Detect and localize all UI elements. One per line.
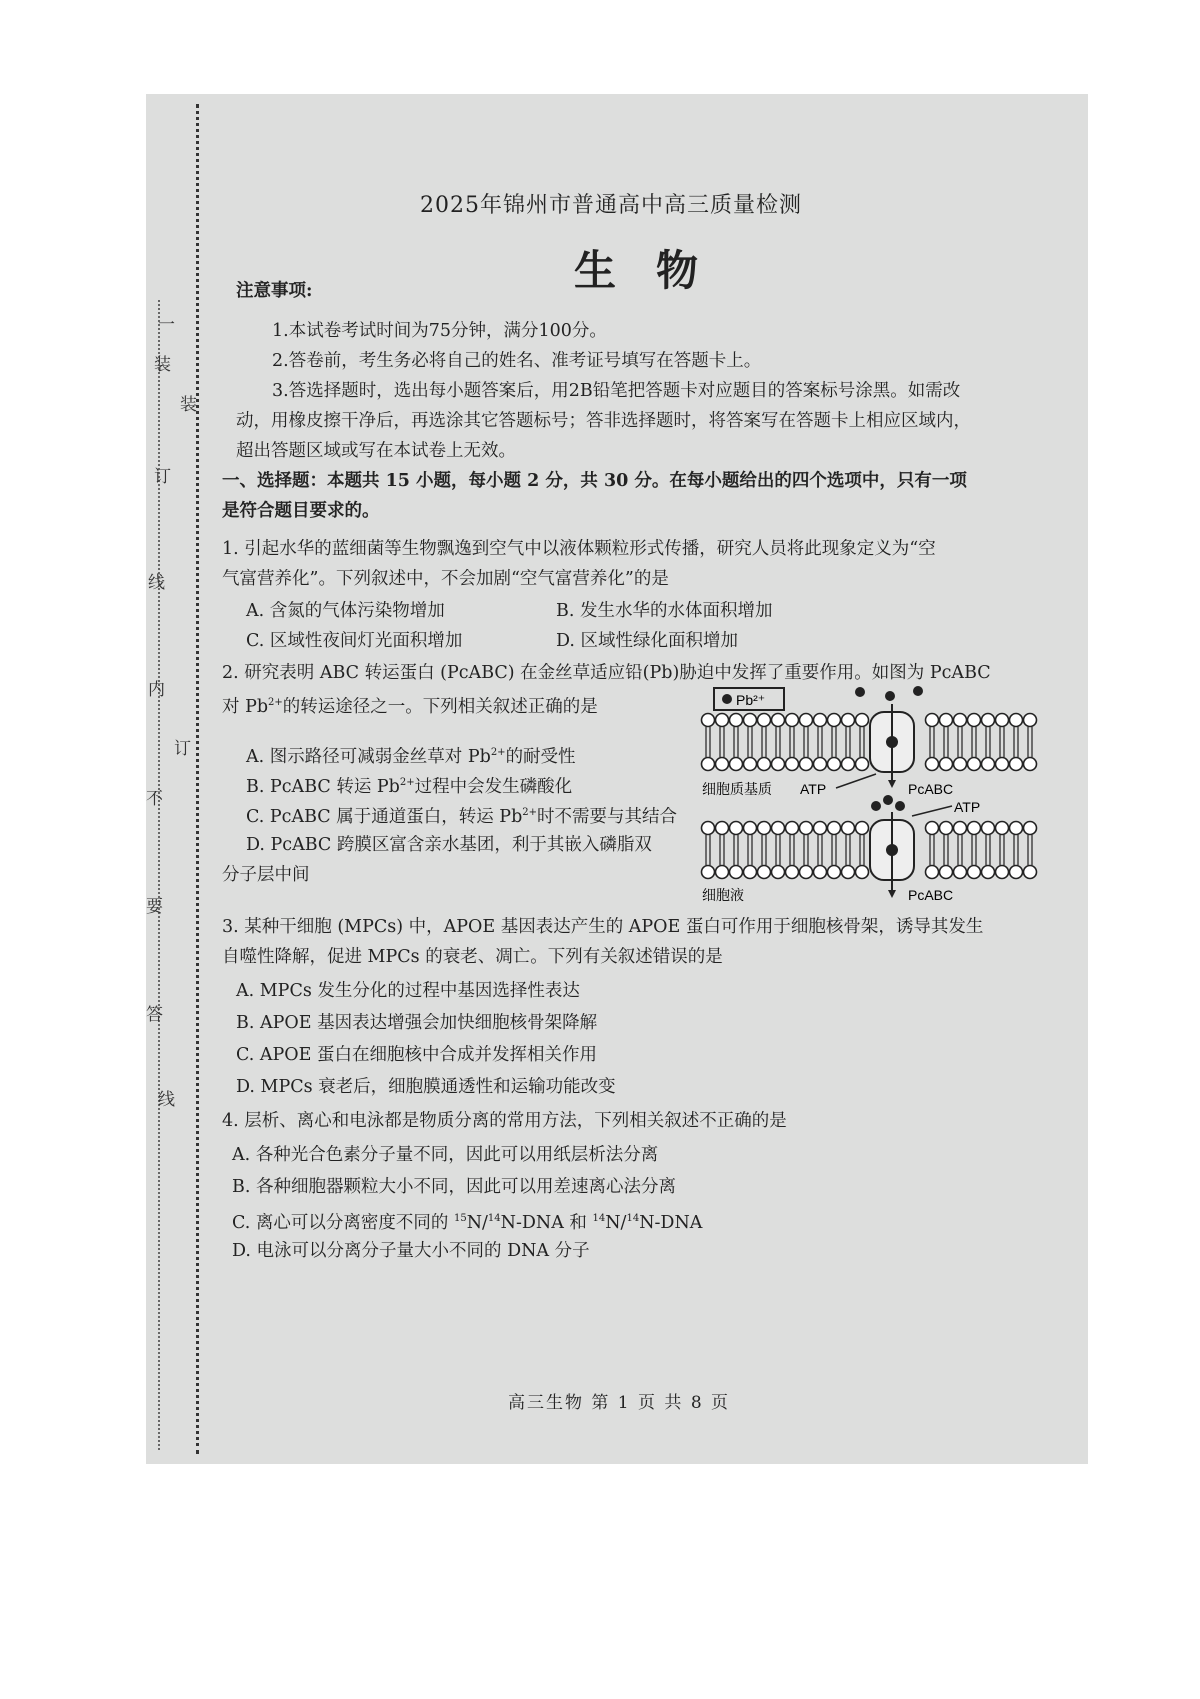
margin-mark: 线 (148, 573, 165, 593)
label-pcabc-1: PcABC (908, 781, 954, 797)
q2-stem-cont: 对 $Pb^{2+}$的转运途径之一。下列相关叙述正确的是 (222, 696, 598, 717)
q2-stem: 2. 研究表明 ABC 转运蛋白 (PcABC) 在金丝草适应铅(Pb)胁迫中发挥了重要作用。如图为 PcABC (222, 663, 991, 683)
note-item: 3.答选择题时，选出每小题答案后，用2B铅笔把答题卡对应题目的答案标号涂黑。如需改 (272, 381, 961, 401)
margin-mark: 订 (154, 467, 171, 487)
note-item: 超出答题区域或写在本试卷上无效。 (236, 441, 516, 461)
q1-stem: 1. 引起水华的蓝细菌等生物飘逸到空气中以液体颗粒形式传播，研究人员将此现象定义为“空 (222, 539, 936, 559)
q2-option-a: A. 图示路径可减弱金丝草对 $Pb^{2+}$的耐受性 (246, 746, 576, 767)
subject-title: 生物 (574, 246, 739, 295)
page-footer: 高三生物 第 1 页 共 8 页 (508, 1393, 731, 1413)
pcabc-transport-diagram (700, 682, 1040, 912)
margin-mark: 一 (158, 315, 175, 335)
q1-stem-cont: 气富营养化”。下列叙述中，不会加剧“空气富营养化”的是 (222, 569, 669, 589)
exam-title: 2025年锦州市普通高中高三质量检测 (420, 193, 802, 218)
section-heading-cont: 是符合题目要求的。 (222, 501, 380, 521)
q2-option-b: B. PcABC 转运 $Pb^{2+}$过程中会发生磷酸化 (246, 776, 573, 797)
q3-option-d: D. MPCs 衰老后，细胞膜通透性和运输功能改变 (236, 1077, 616, 1097)
q4-stem: 4. 层析、离心和电泳都是物质分离的常用方法，下列相关叙述不正确的是 (222, 1111, 787, 1131)
margin-mark: 订 (174, 739, 191, 759)
margin-mark: 答 (146, 1005, 163, 1025)
lower-membrane (702, 812, 1037, 898)
legend-label: Pb²⁺ (736, 692, 766, 708)
q3-option-b: B. APOE 基因表达增强会加快细胞核骨架降解 (236, 1013, 598, 1033)
q4-option-c: C. 离心可以分离密度不同的 $^{15}$N/$^{14}$N-DNA 和 $^{14}$N/$^{14}$N-DNA (232, 1212, 703, 1233)
q3-stem-cont: 自噬性降解，促进 MPCs 的衰老、凋亡。下列有关叙述错误的是 (222, 947, 723, 967)
q1-option-a: A. 含氮的气体污染物增加 (246, 601, 445, 621)
q3-option-c: C. APOE 蛋白在细胞核中合成并发挥相关作用 (236, 1045, 597, 1065)
section-heading: 一、选择题：本题共 15 小题，每小题 2 分，共 30 分。在每小题给出的四个选项中，只有一项 (222, 471, 967, 491)
binding-dotted-line (196, 104, 199, 1454)
label-pcabc-2: PcABC (908, 887, 954, 903)
q1-option-b: B. 发生水华的水体面积增加 (556, 601, 773, 621)
label-cytoplasm-matrix: 细胞质基质 (702, 782, 772, 798)
label-cell-sap: 细胞液 (702, 888, 744, 904)
q4-option-d: D. 电泳可以分离分子量大小不同的 DNA 分子 (232, 1241, 590, 1261)
q1-option-c: C. 区域性夜间灯光面积增加 (246, 631, 463, 651)
upper-membrane (702, 704, 1037, 788)
margin-mark: 内 (148, 680, 165, 700)
note-item: 动，用橡皮擦干净后，再选涂其它答题标号；答非选择题时，将答案写在答题卡上相应区域内， (236, 411, 971, 431)
label-atp-1: ATP (800, 781, 827, 797)
note-item: 1.本试卷考试时间为75分钟，满分100分。 (272, 321, 607, 341)
q4-option-a: A. 各种光合色素分子量不同，因此可以用纸层析法分离 (232, 1145, 659, 1165)
q1-option-d: D. 区域性绿化面积增加 (556, 631, 739, 651)
margin-mark: 装 (180, 395, 197, 415)
margin-mark: 要 (146, 897, 163, 917)
label-atp-2: ATP (954, 799, 981, 815)
q2-option-d-cont: 分子层中间 (222, 865, 310, 885)
q2-option-c: C. PcABC 属于通道蛋白，转运 $Pb^{2+}$时不需要与其结合 (246, 806, 678, 827)
notes-heading: 注意事项: (236, 281, 313, 301)
margin-mark: 装 (154, 355, 171, 375)
pb-legend (714, 688, 784, 710)
q3-option-a: A. MPCs 发生分化的过程中基因选择性表达 (236, 981, 580, 1001)
note-item: 2.答卷前，考生务必将自己的姓名、准考证号填写在答题卡上。 (272, 351, 762, 371)
q3-stem: 3. 某种干细胞 (MPCs) 中，APOE 基因表达产生的 APOE 蛋白可作用于细胞核骨架，诱导其发生 (222, 917, 984, 937)
q2-option-d: D. PcABC 跨膜区富含亲水基团，利于其嵌入磷脂双 (246, 835, 652, 855)
margin-mark: 不 (146, 789, 163, 809)
margin-mark: 线 (158, 1090, 175, 1110)
q4-option-b: B. 各种细胞器颗粒大小不同，因此可以用差速离心法分离 (232, 1177, 676, 1197)
